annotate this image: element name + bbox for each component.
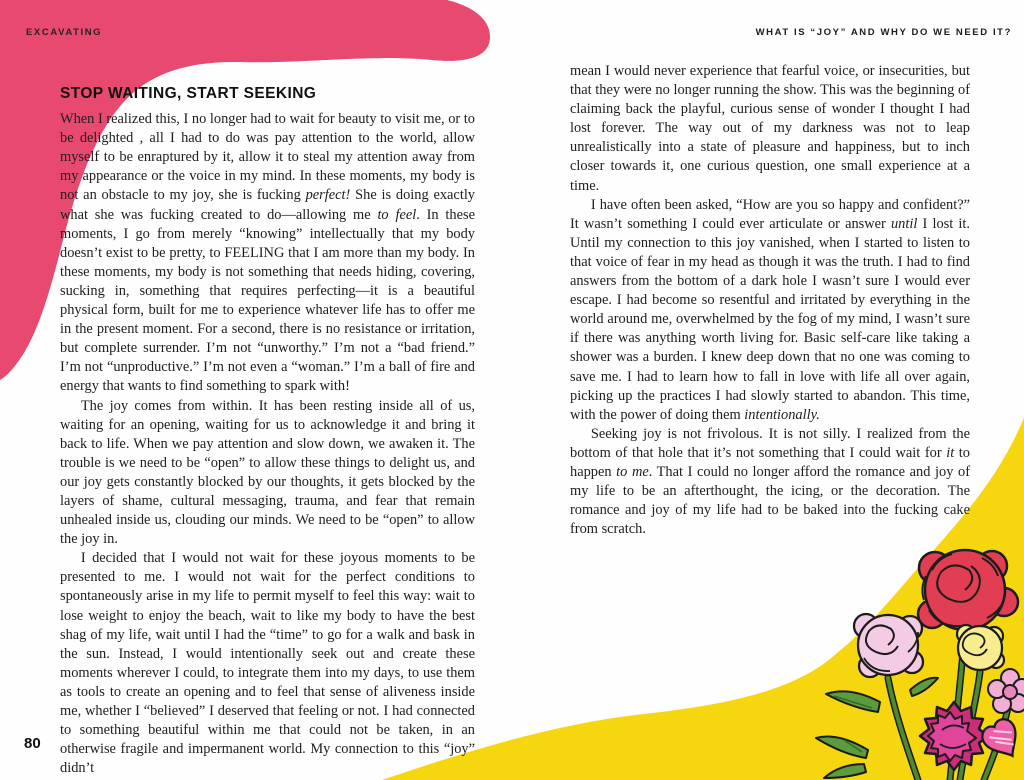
- body-paragraph: I decided that I would not wait for these joyous moments to be presented to me. I would not wait for the perfect conditions to spontaneously arise in my life to permit myself to feel this way: wait to lose weight to enjoy the beach, wait to like my body to have the best shag of my life, wait until I had the “time” to go for a walk and bask in the sun. Instead, I would intentionally seek out and create these moments wherever I could, to integrate them into my days, to use them as tools to create an opening and to feel that sense of aliveness inside me, whether I “believed” I deserved that feeling or not. I had connected to something beautiful within me that could not be taken, in an otherwise fragile and impermanent world. My connection to this “joy” didn’t: [60, 550, 475, 777]
- pale-pink-rose: [854, 614, 923, 677]
- body-paragraph: Seeking joy is not frivolous. It is not silly. I realized from the bottom of that hole that it’s not something that I could wait for it to happen to me. That I could no longer afford the romance and joy of my life to be an afterthought, the icing, or the decoration. The romance and joy of my life had to be baked into the fucking cake from scratch.: [570, 425, 971, 538]
- body-paragraph: mean I would never experience that fearful voice, or insecurities, but that they were no longer running the show. This was the beginning of claiming back the playful, curious sense of wonder I thought I had lost forever. The way out of my darkness was not to leap unrealistically into a state of pleasure and happiness, but to inch closer towards it, one curious question, one small experience at a time.: [570, 63, 970, 194]
- right-page-text-column: [570, 62, 970, 539]
- body-paragraph: I have often been asked, “How are you so happy and confident?” It wasn’t something I could ever articulate or answer until I lost it. Until my connection to this joy vanished, when I started to listen to that voice of fear in my head as though it was the truth. I had to find answers from the bottom of a dark hole I wasn’t sure I would ever escape. I had become so resentful and irritated by everything in the world around me, overwhelmed by the fog of my mind, I wasn’t sure if there was anything worth living for. Basic self-care like taking a shower was a burden. I knew deep down that no one was coming to save me. I had to learn how to fall in love with life all over again, picking up the practices I had slowly started to abandon. This time, with the power of doing them intentionally.: [570, 196, 970, 423]
- page-number: 80: [24, 735, 41, 752]
- running-head-left: EXCAVATING: [26, 27, 103, 38]
- yellow-rose: [957, 625, 1004, 670]
- left-page-text-column: [60, 84, 475, 778]
- body-paragraph: The joy comes from within. It has been resting inside all of us, waiting for an opening, waiting for us to acknowledge it and bring it back to life. When we pay attention and slow down, we awaken it. The trouble is we need to be “open” to allow these things to delight us, and our joy gets constantly blocked by our thoughts, it gets blocked by the layers of shame, cultural messaging, trauma, and fear that remain unhealed inside us, clouding our minds. We need to be “open” to allow the joy in.: [60, 397, 475, 548]
- section-heading: STOP WAITING, START SEEKING: [60, 85, 317, 102]
- running-head-right: WHAT IS “JOY” AND WHY DO WE NEED IT?: [755, 27, 1012, 38]
- body-paragraph: When I realized this, I no longer had to wait for beauty to visit me, or to be delighted , all I had to do was pay attention to the world, allow myself to be enraptured by it, allow it to steal my attention away from my appearance or the voice in my mind. In these moments, my body is not an obstacle to my joy, she is fucking perfect! She is doing exactly what she was fucking created to do—allowing me to feel. In these moments, I go from merely “knowing” intellectually that my body doesn’t exist to be pretty, to FEELING that I am more than my body. In these moments, my body is not something that needs hiding, covering, sucking in, something that requires perfecting—it is a beautiful physical form, built for me to experience whatever life has to offer me in the present moment. For a second, there is no resistance or irritation, but complete surrender. I’m not “unworthy.” I’m not a “bad friend.” I’m not “unproductive.” I’m not even a “woman.” I’m a ball of fire and energy that wants to find something to spark with!: [60, 111, 476, 395]
